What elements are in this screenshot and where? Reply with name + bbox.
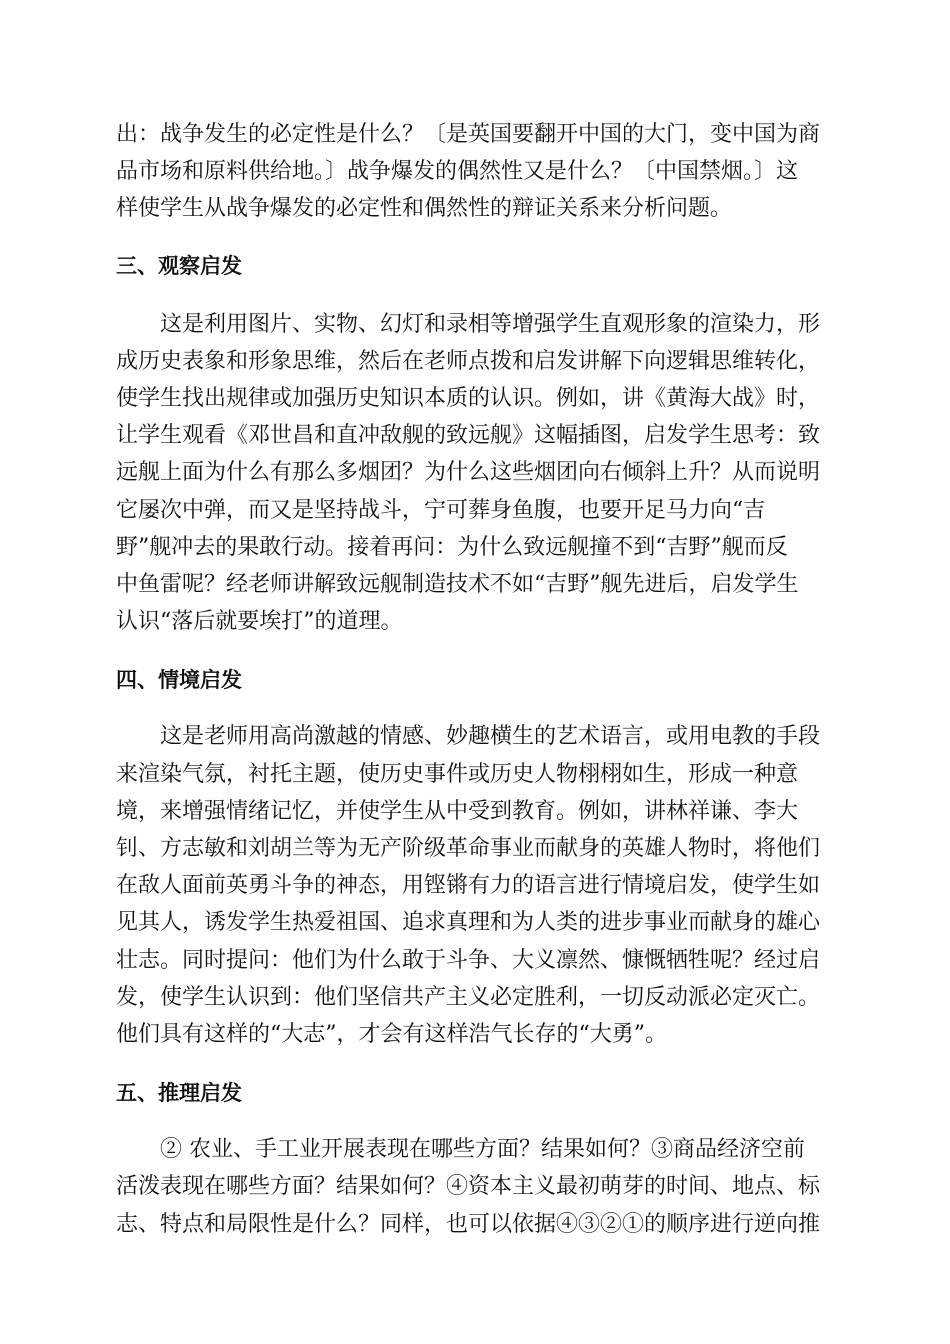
- text-line: 志、特点和局限性是什么？同样，也可以依据④③②①的顺序进行逆向推: [116, 1211, 821, 1237]
- text-line: 使学生找出规律或加强历史知识本质的认识。例如，讲《黄海大战》时，: [116, 386, 821, 412]
- text-line: 野”舰冲去的果敢行动。接着再问：为什么致远舰撞不到“吉野”舰而反: [116, 534, 788, 560]
- text-line: 钊、方志敏和刘胡兰等为无产阶级革命事业而献身的英雄人物时，将他们: [116, 836, 821, 862]
- text-line: 壮志。同时提问：他们为什么敢于斗争、大义凛然、慷慨牺牲呢？经过启: [116, 947, 821, 973]
- paragraph-situation: [116, 718, 834, 1053]
- text-line: 远舰上面为什么有那么多烟团？为什么这些烟团向右倾斜上升？从而说明: [116, 460, 821, 486]
- section-heading-reasoning: 五、推理启发: [116, 1081, 242, 1106]
- text-line: 活泼表现在哪些方面？结果如何？④资本主义最初萌芽的时间、地点、标: [116, 1174, 821, 1200]
- text-line: 他们具有这样的“大志”，才会有这样浩气长存的“大勇”。: [116, 1022, 667, 1048]
- text-line: 让学生观看《邓世昌和直冲敌舰的致远舰》这幅插图，启发学生思考：致: [116, 423, 821, 449]
- text-line: 在敌人面前英勇斗争的神态，用铿锵有力的语言进行情境启发，使学生如: [116, 873, 821, 899]
- paragraph-war-inevitability: [116, 116, 834, 228]
- paragraph-observation: [116, 306, 834, 641]
- text-line: 境，来增强情绪记忆，并使学生从中受到教育。例如，讲林祥谦、李大: [116, 798, 799, 824]
- text-line: 来渲染气氛，衬托主题，使历史事件或历史人物栩栩如生，形成一种意: [116, 761, 799, 787]
- text-line: 出：战争发生的必定性是什么？〔是英国要翻开中国的大门，变中国为商: [116, 122, 821, 147]
- text-line: 发，使学生认识到：他们坚信共产主义必定胜利，一切反动派必定灭亡。: [116, 984, 821, 1010]
- text-line: 它屡次中弹，而又是坚持战斗，宁可葬身鱼腹，也要开足马力向“吉: [116, 497, 766, 523]
- text-line: 成历史表象和形象思维，然后在老师点拨和启发讲解下向逻辑思维转化，: [116, 348, 821, 374]
- document-body: [116, 116, 834, 1243]
- paragraph-reasoning: [116, 1131, 834, 1243]
- text-line: 这是老师用高尚激越的情感、妙趣横生的艺术语言，或用电教的手段: [116, 724, 821, 750]
- text-line: 这是利用图片、实物、幻灯和录相等增强学生直观形象的渲染力，形: [116, 311, 821, 337]
- section-heading-situation: 四、情境启发: [116, 668, 242, 693]
- text-line: 见其人，诱发学生热爱祖国、追求真理和为人类的进步事业而献身的雄心: [116, 910, 821, 936]
- text-line: 中鱼雷呢？经老师讲解致远舰制造技术不如“吉野”舰先进后，启发学生: [116, 572, 799, 598]
- text-line: 认识“落后就要埃打”的道理。: [116, 609, 403, 635]
- text-line: 品市场和原料供给地。〕战争爆发的偶然性又是什么？〔中国禁烟。〕这: [116, 159, 799, 185]
- section-heading-observation: 三、观察启发: [116, 253, 242, 278]
- text-line: ② 农业、手工业开展表现在哪些方面？结果如何？③商品经济空前: [116, 1137, 805, 1163]
- text-line: 样使学生从战争爆发的必定性和偶然性的辩证关系来分析问题。: [116, 196, 733, 222]
